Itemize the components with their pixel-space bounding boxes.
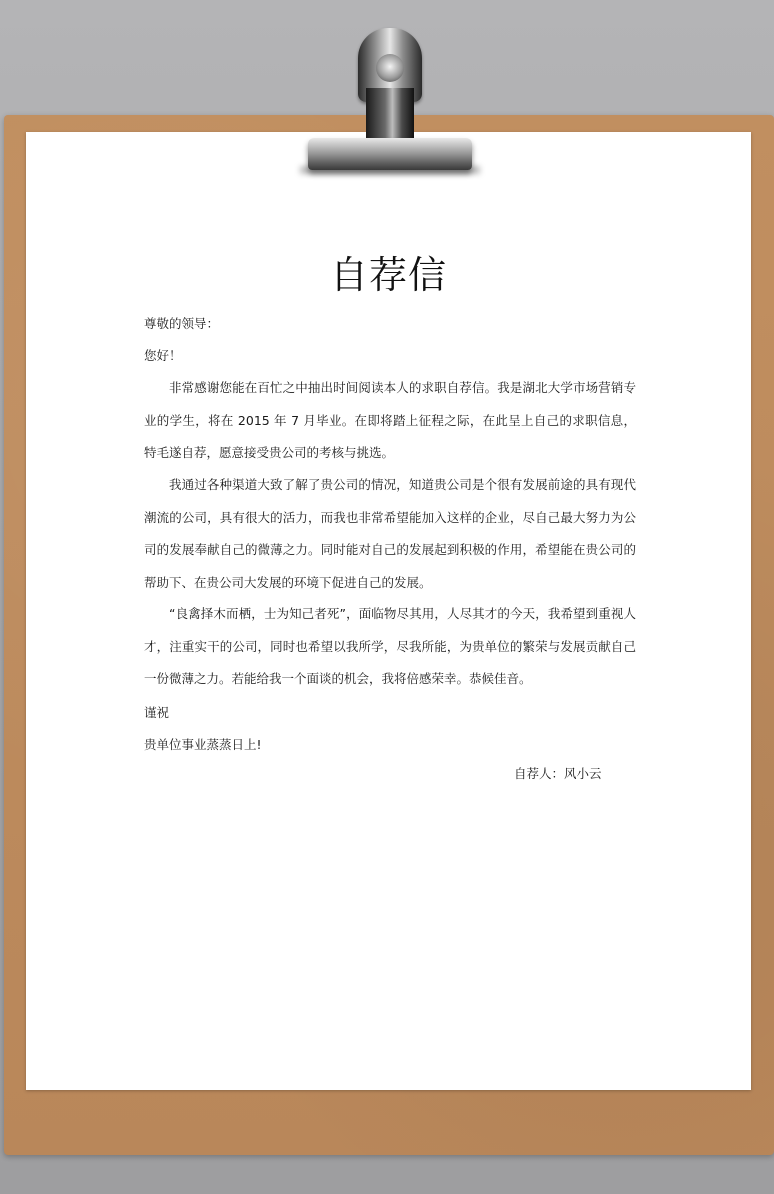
greeting: 您好！ bbox=[144, 348, 182, 363]
signature: 自荐人：风小云 bbox=[514, 766, 602, 781]
paragraph-3: “良禽择木而栖，士为知己者死”，面临物尽其用，人尽其才的今天，我希望到重视人才，注重实干的公司，同时也希望以我所学，尽我所能，为贵单位的繁荣与发展贡献自己一份微薄之力。若能给我一个面谈的机会，我将倍感荣幸。恭候佳音。 bbox=[144, 606, 636, 686]
page-title: 自荐信 bbox=[329, 253, 447, 297]
clip-jaw bbox=[308, 138, 472, 170]
closing-line-2: 贵单位事业蒸蒸日上! bbox=[144, 737, 262, 752]
letter-paper bbox=[26, 132, 751, 1090]
paragraph-1: 非常感谢您能在百忙之中抽出时间阅读本人的求职自荐信。我是湖北大学市场营销专业的学生，将在 2015 年 7 月毕业。在即将踏上征程之际，在此呈上自己的求职信息，特毛遂自荐，愿意接受贵公司的考核与挑选。 bbox=[144, 380, 636, 460]
closing-line-1: 谨祝 bbox=[144, 705, 170, 720]
clip-ring-hole bbox=[376, 54, 404, 82]
paragraph-2: 我通过各种渠道大致了解了贵公司的情况，知道贵公司是个很有发展前途的具有现代潮流的公司，具有很大的活力，而我也非常希望能加入这样的企业，尽自己最大努力为公司的发展奉献自己的微薄之力。同时能对自己的发展起到积极的作用，希望能在贵公司的帮助下、在贵公司大发展的环境下促进自己的发展。 bbox=[144, 477, 636, 590]
salutation: 尊敬的领导： bbox=[144, 316, 220, 331]
letter-content bbox=[26, 132, 751, 1090]
binder-clip-icon bbox=[300, 28, 480, 178]
